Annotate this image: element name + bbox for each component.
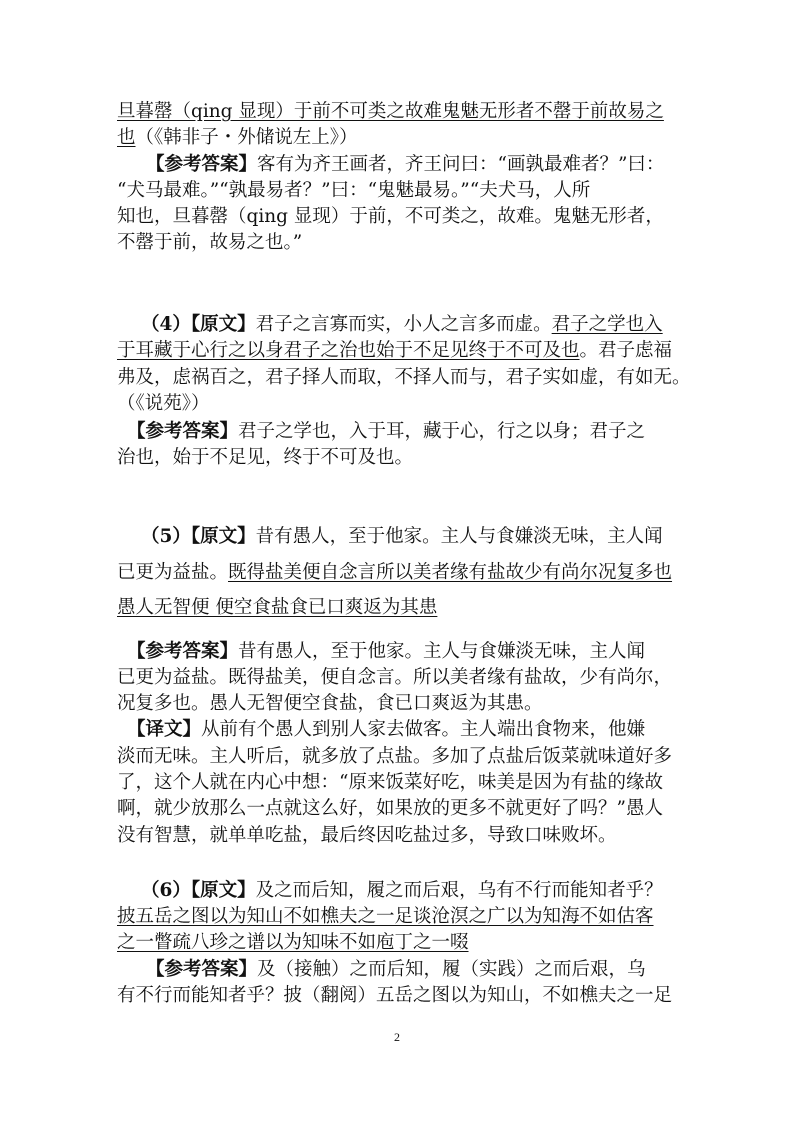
section-label: （5）【原文】: [141, 526, 256, 547]
underlined-text: 之一瞥疏八珍之谱以为知味不如庖丁之一啜: [117, 932, 469, 953]
section-label: （4）【原文】: [141, 314, 256, 335]
answer-text: 及（接触）之而后知，履（实践）之而后艰，乌: [257, 959, 646, 980]
source-citation: （《韩非子・外储说左上》）: [135, 127, 358, 148]
answer-text: 君子之学也，入于耳，藏于心，行之以身；君子之: [238, 421, 646, 442]
text-line: 了，这个人就在内心中想：“原来饭菜好吃，味美是因为有盐的缘故: [117, 772, 663, 793]
original-text: 。君子虑福: [579, 340, 673, 361]
answer-label: 【参考答案】: [146, 959, 258, 980]
translation-line: [127, 717, 645, 743]
text-line: [117, 560, 672, 586]
answer-text: 昔有愚人，至于他家。主人与食嫌淡无味，主人闻: [238, 641, 646, 662]
answer-label: 【参考答案】: [146, 154, 258, 175]
source-citation: （《说苑》）: [117, 393, 210, 414]
answer-line: [146, 957, 646, 983]
text-line: 有不行而能知者乎？披（翻阅）五岳之图以为知山，不如樵夫之一足: [117, 985, 673, 1006]
text-line: 况复多也。愚人无智便空食盐，食已口爽返为其患。: [117, 693, 543, 714]
text-line: [141, 878, 663, 904]
answer-line: [146, 152, 664, 178]
underlined-text: 愚人无智便 便空食盐食已口爽返为其患: [117, 597, 438, 618]
text-line: [117, 338, 672, 364]
answer-text: 客有为齐王画者，齐王问曰：“画孰最难者？”曰：: [257, 154, 665, 175]
page-number: 2: [394, 1030, 400, 1044]
translation-text: 从前有个愚人到别人家去做客。主人端出食物来，他嫌: [201, 719, 646, 740]
underlined-text: 既得盐美便自念言所以美者缘有盐故少有尚尔况复多也: [228, 562, 673, 583]
original-text: 君子之言寡而实，小人之言多而虚。: [255, 314, 552, 335]
text-line: 旦暮罄（qing 显现）于前不可类之故难鬼魅无形者不罄于前故易之: [117, 101, 664, 122]
answer-label: 【参考答案】: [127, 421, 239, 442]
text-line: 没有智慧，就单单吃盐，最后终因吃盐过多，导致口味败坏。: [117, 825, 617, 846]
text-line: 已更为益盐。既得盐美，便自念言。所以美者缘有盐故，少有尚尔，: [117, 667, 673, 688]
text-line: 治也，始于不足见，终于不可及也。: [117, 447, 414, 468]
text-line: 不罄于前，故易之也。”: [117, 232, 303, 253]
original-text: 已更为益盐。: [117, 562, 229, 583]
text-line: 淡而无味。主人听后，就多放了点盐。多加了点盐后饭菜就味道好多: [117, 746, 673, 767]
answer-line: [127, 419, 645, 445]
answer-label: 【参考答案】: [127, 641, 239, 662]
translation-label: 【译文】: [127, 719, 202, 740]
text-line: 弗及，虑祸百之，君子择人而取，不择人而与，君子实如虚，有如无。: [117, 367, 691, 388]
underlined-text: 于耳藏于心行之以身君子之治也始于不足见终于不可及也: [117, 340, 580, 361]
answer-line: [127, 639, 645, 665]
section-label: （6）【原文】: [141, 880, 256, 901]
text-line: [141, 312, 663, 338]
original-text: 及之而后知，履之而后艰，乌有不行而能知者乎？: [255, 880, 663, 901]
underlined-text: 也: [117, 127, 136, 148]
text-line: 啊，就少放那么一点就这么好，如果放的更多不就更好了吗？”愚人: [117, 798, 663, 819]
text-line: “犬马最难。”“孰最易者？”曰：“鬼魅最易。”“夫犬马，人所: [117, 180, 591, 201]
underlined-text: 披五岳之图以为知山不如樵夫之一足谈沧溟之广以为知海不如估客: [117, 906, 654, 927]
text-line: [117, 125, 358, 151]
underlined-text: 君子之学也入: [551, 314, 663, 335]
text-line: 知也，旦暮罄（qing 显现）于前，不可类之，故难。鬼魅无形者，: [117, 206, 664, 227]
text-line: [141, 524, 663, 550]
original-text: 昔有愚人，至于他家。主人与食嫌淡无味，主人闻: [255, 526, 663, 547]
